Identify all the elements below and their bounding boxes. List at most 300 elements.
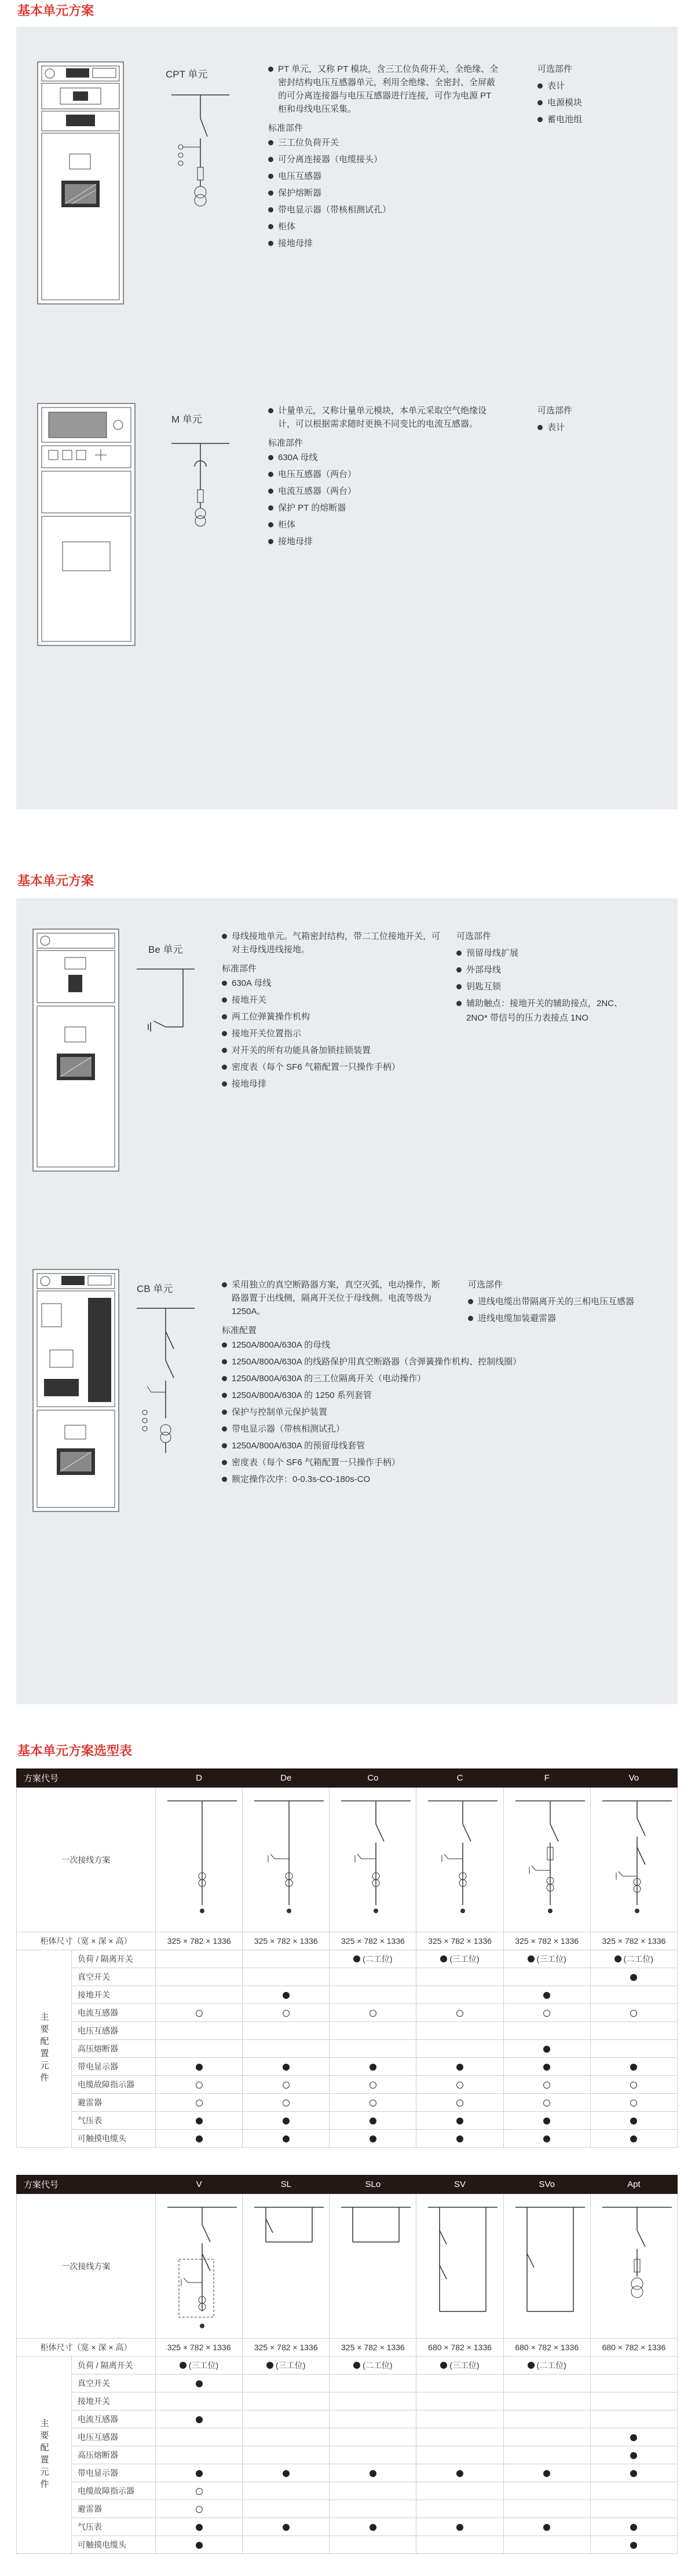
list-item-text: 蓄电池组 — [547, 115, 583, 124]
hollow-dot-icon — [283, 2082, 290, 2089]
table-row — [17, 2518, 678, 2536]
filled-dot-icon — [630, 2118, 637, 2124]
table-cell — [243, 2392, 330, 2410]
table-cell — [590, 2392, 677, 2410]
list-item — [456, 997, 665, 1010]
hollow-dot-icon — [456, 2010, 463, 2017]
table-cell — [156, 2004, 243, 2022]
row-label: 接地开关 — [72, 1986, 156, 2004]
hollow-dot-icon — [370, 2082, 376, 2089]
size-cell: 325 × 782 × 1336 — [156, 2339, 243, 2357]
size-row — [17, 1932, 678, 1950]
filled-dot-icon — [528, 2362, 535, 2369]
table-cell: (二工位) — [330, 1950, 416, 1968]
unit-m-opt-heading: 可选部件 — [537, 406, 573, 416]
table-row — [17, 2058, 678, 2076]
list-item-text: 保护 PT 的熔断器 — [278, 503, 346, 513]
bullet-icon — [268, 241, 273, 246]
list-item — [222, 1044, 442, 1057]
list-item — [222, 1422, 442, 1436]
unit-cb-name: CB 单元 — [137, 1283, 173, 1294]
table-row — [17, 1968, 678, 1986]
table-cell — [590, 2058, 677, 2076]
table-row — [17, 1950, 678, 1968]
filled-dot-icon — [543, 2470, 550, 2477]
table-cell — [416, 2022, 503, 2040]
row-label: 避雷器 — [72, 2094, 156, 2112]
scheme-code: V — [156, 2175, 243, 2194]
table-cell — [156, 2428, 243, 2446]
filled-dot-icon — [370, 2064, 376, 2071]
table-cell — [243, 2375, 330, 2392]
table-cell — [330, 2518, 416, 2536]
table-cell: (三工位) — [156, 2357, 243, 2375]
list-item — [222, 1456, 442, 1469]
unit-cpt-lead: PT 单元，又称 PT 模块，含三工位负荷开关，全绝缘、全密封结构电压互感器单元，利用全绝缘、全密封、全屏蔽的可分离连接器与电压互感器进行连接，可作为电源 PT 柜和母线电压采集。 — [278, 64, 499, 114]
table-cell — [156, 1986, 243, 2004]
table-cell — [243, 2040, 330, 2058]
row-label: 真空开关 — [72, 1968, 156, 1986]
size-label: 柜体尺寸（宽 × 深 × 高） — [17, 1932, 156, 1950]
bullet-icon — [222, 1342, 227, 1348]
list-item — [268, 220, 500, 233]
bullet-icon — [268, 157, 273, 162]
table-cell — [243, 2130, 330, 2148]
table-cell: (三工位) — [503, 1950, 590, 1968]
wiring-diagram-F — [504, 1789, 591, 1928]
bullet-icon — [268, 522, 273, 527]
row-label: 气压表 — [72, 2518, 156, 2536]
bullet-icon — [222, 1410, 227, 1415]
table-cell — [590, 2094, 677, 2112]
list-item-text: 接地开关位置指示 — [232, 1029, 302, 1039]
wiring-cell — [330, 2194, 416, 2339]
table-cell — [416, 2392, 503, 2410]
row-label: 电流互感器 — [72, 2004, 156, 2022]
table-cell — [590, 2464, 677, 2482]
table-cell — [330, 2130, 416, 2148]
scheme-code: SV — [416, 2175, 503, 2194]
list-item — [468, 1312, 665, 1325]
table-row — [17, 2112, 678, 2130]
table-row — [17, 2410, 678, 2428]
table-cell — [416, 2428, 503, 2446]
scheme-code: SVo — [503, 2175, 590, 2194]
bullet-icon — [222, 1031, 227, 1036]
cabinet-cpt-drawing — [37, 61, 124, 304]
filled-dot-icon — [180, 2362, 186, 2369]
table-cell: (二工位) — [330, 2357, 416, 2375]
table-cell — [156, 2058, 243, 2076]
table-cell — [416, 2375, 503, 2392]
table-cell — [330, 2022, 416, 2040]
bullet-icon — [268, 539, 273, 544]
cabinet-be-drawing — [32, 929, 119, 1172]
size-cell: 325 × 782 × 1336 — [416, 1932, 503, 1950]
bullet-icon — [456, 951, 462, 956]
selection-table-1 — [16, 1768, 678, 2148]
bullet-icon — [268, 140, 273, 145]
filled-dot-icon — [630, 2064, 637, 2071]
table-cell — [590, 1986, 677, 2004]
row-label: 避雷器 — [72, 2500, 156, 2518]
list-item — [222, 1355, 522, 1368]
table-cell — [243, 2076, 330, 2094]
table-cell — [416, 2518, 503, 2536]
wiring-cell — [330, 1788, 416, 1932]
unit-m-description — [268, 404, 500, 552]
table-cell — [156, 2022, 243, 2040]
list-item — [537, 96, 653, 109]
table-cell — [590, 2022, 677, 2040]
table-cell — [330, 2094, 416, 2112]
table-cell — [330, 2536, 416, 2554]
filled-dot-icon — [353, 2362, 360, 2369]
size-cell: 325 × 782 × 1336 — [243, 2339, 330, 2357]
list-item — [268, 136, 500, 149]
list-item-text: 带电显示器（带核相测试孔） — [232, 1424, 345, 1434]
hollow-dot-icon — [196, 2100, 203, 2107]
size-cell: 680 × 782 × 1336 — [416, 2339, 503, 2357]
list-item-text: 电压互感器 — [278, 171, 322, 181]
table-cell — [330, 2076, 416, 2094]
table-cell — [416, 2076, 503, 2094]
row-label: 气压表 — [72, 2112, 156, 2130]
table-cell — [243, 2022, 330, 2040]
list-item — [268, 186, 500, 200]
table-row — [17, 2392, 678, 2410]
filled-dot-icon — [196, 2380, 203, 2387]
filled-dot-icon — [543, 1992, 550, 1999]
table-cell — [590, 2004, 677, 2022]
row-label: 高压熔断器 — [72, 2446, 156, 2464]
filled-dot-icon — [283, 2064, 290, 2071]
size-cell: 325 × 782 × 1336 — [330, 2339, 416, 2357]
table-cell — [590, 2482, 677, 2500]
table-cell — [590, 2410, 677, 2428]
row-label: 带电显示器 — [72, 2464, 156, 2482]
bullet-icon — [268, 224, 273, 229]
list-item — [222, 1338, 442, 1352]
wiring-diagram-D — [156, 1789, 243, 1928]
table-cell — [416, 2058, 503, 2076]
wiring-diagram-Co — [330, 1789, 416, 1928]
list-item — [222, 1077, 442, 1091]
table-cell — [156, 2392, 243, 2410]
size-cell: 325 × 782 × 1336 — [243, 1932, 330, 1950]
bullet-icon — [222, 1014, 227, 1019]
filled-dot-icon — [196, 2064, 203, 2071]
wiring-cell — [416, 1788, 503, 1932]
hollow-dot-icon — [456, 2082, 463, 2089]
header-label: 方案代号 — [17, 2175, 156, 2194]
table-cell — [156, 2130, 243, 2148]
table-cell — [590, 2500, 677, 2518]
wiring-cell — [156, 1788, 243, 1932]
table-cell — [503, 2058, 590, 2076]
list-item-text: 进线电缆加装避雷器 — [478, 1313, 557, 1323]
bullet-icon — [268, 67, 273, 72]
bullet-icon — [268, 455, 273, 460]
scheme-code: Vo — [590, 1769, 677, 1788]
wiring-diagram-SVo — [504, 2196, 591, 2335]
filled-dot-icon — [370, 2118, 376, 2124]
list-item-text: 630A 母线 — [232, 978, 272, 988]
list-item-text: 1250A/800A/630A 的预留母线套管 — [232, 1441, 365, 1451]
table-cell: (二工位) — [503, 2357, 590, 2375]
filled-dot-icon — [543, 2118, 550, 2124]
list-item — [468, 1295, 665, 1308]
table-cell — [590, 2536, 677, 2554]
unit-cb-lead: 采用独立的真空断路器方案，真空灭弧，电动操作，断路器置于出线侧，隔离开关位于母线侧。电流等级为 1250A。 — [232, 1280, 441, 1316]
row-label: 带电显示器 — [72, 2058, 156, 2076]
filled-dot-icon — [283, 2470, 290, 2477]
list-item-text: 钥匙互锁 — [466, 982, 502, 992]
list-item — [222, 1027, 442, 1040]
unit-cpt-name: CPT 单元 — [166, 69, 208, 80]
filled-dot-icon — [630, 2434, 637, 2441]
table-cell — [590, 2130, 677, 2148]
wiring-cell — [416, 2194, 503, 2339]
list-item-text: 两工位弹簧操作机构 — [232, 1012, 310, 1022]
size-cell: 325 × 782 × 1336 — [590, 1932, 677, 1950]
table-cell — [503, 2112, 590, 2130]
table-cell — [243, 1950, 330, 1968]
hollow-dot-icon — [630, 2082, 637, 2089]
table-row — [17, 2357, 678, 2375]
bullet-icon — [222, 981, 227, 986]
table-cell — [503, 2375, 590, 2392]
table-cell — [416, 2112, 503, 2130]
table-row — [17, 2482, 678, 2500]
unit-cb-optional — [468, 1278, 665, 1329]
unit-cpt-optional — [537, 63, 653, 130]
table-cell — [503, 2004, 590, 2022]
bullet-icon — [456, 984, 462, 989]
list-item-text: 密度表（每个 SF6 气箱配置一只操作手柄） — [232, 1458, 400, 1467]
table-row — [17, 2464, 678, 2482]
table-cell — [590, 1968, 677, 1986]
table-cell — [243, 2410, 330, 2428]
list-item-text: 表计 — [547, 81, 565, 91]
bullet-icon — [222, 1048, 227, 1053]
list-item — [222, 1473, 442, 1486]
unit-be-name: Be 单元 — [148, 944, 183, 955]
row-label: 电流互感器 — [72, 2410, 156, 2428]
table-cell — [156, 2094, 243, 2112]
table-cell — [416, 2410, 503, 2428]
filled-dot-icon — [630, 2452, 637, 2459]
table-cell — [156, 2482, 243, 2500]
filled-dot-icon — [543, 2135, 550, 2142]
filled-dot-icon — [353, 1955, 360, 1962]
table-row — [17, 2004, 678, 2022]
table-row — [17, 2428, 678, 2446]
table-cell — [330, 2428, 416, 2446]
table-cell — [503, 2446, 590, 2464]
list-item-text: 额定操作次序：0-0.3s-CO-180s-CO — [232, 1474, 371, 1484]
list-item — [268, 501, 500, 515]
table-cell — [503, 2130, 590, 2148]
selection-table-2 — [16, 2175, 678, 2554]
table-cell — [330, 2375, 416, 2392]
table-cell — [416, 1986, 503, 2004]
list-item-text: 1250A/800A/630A 的线路保护用真空断路器（含弹簧操作机构、控制线圈） — [232, 1357, 522, 1367]
list-item — [268, 518, 500, 531]
list-item — [456, 946, 665, 960]
row-label: 负荷 / 隔离开关 — [72, 2357, 156, 2375]
wiring-cell — [243, 1788, 330, 1932]
list-item — [222, 1061, 442, 1074]
filled-dot-icon — [543, 2046, 550, 2053]
scheme-code: F — [503, 1769, 590, 1788]
bullet-icon — [222, 1426, 227, 1432]
unit-be-optional — [456, 930, 665, 1025]
row-label: 电缆故障指示器 — [72, 2482, 156, 2500]
table-cell — [416, 2482, 503, 2500]
table-cell — [156, 1968, 243, 1986]
group-label: 主要配置元件 — [17, 1950, 72, 2148]
table-cell — [503, 1968, 590, 1986]
size-label: 柜体尺寸（宽 × 深 × 高） — [17, 2339, 156, 2357]
wiring-cell — [590, 2194, 677, 2339]
wiring-cell — [503, 2194, 590, 2339]
wiring-diagram-SV — [416, 2196, 503, 2335]
filled-dot-icon — [370, 2470, 376, 2477]
hollow-dot-icon — [196, 2506, 203, 2513]
table-cell — [416, 2464, 503, 2482]
list-item — [456, 963, 665, 977]
table-cell — [156, 2112, 243, 2130]
cpt-wiring-diagram — [166, 83, 235, 211]
table-row — [17, 2500, 678, 2518]
table-cell — [503, 2410, 590, 2428]
list-item — [222, 1439, 442, 1452]
list-item-text: 保护熔断器 — [278, 188, 322, 198]
bullet-icon — [537, 100, 543, 105]
be-wiring-diagram — [131, 957, 200, 1050]
list-item — [222, 1389, 442, 1402]
table-header-row — [17, 2175, 678, 2194]
list-item-text: 三工位负荷开关 — [278, 138, 339, 148]
row-label: 真空开关 — [72, 2375, 156, 2392]
list-item — [537, 79, 653, 93]
size-cell: 680 × 782 × 1336 — [590, 2339, 677, 2357]
table-cell — [243, 2112, 330, 2130]
filled-dot-icon — [283, 2135, 290, 2142]
unit-m-lead: 计量单元，又称计量单元模块，本单元采取空气绝缘设计，可以根据需求随时更换不同变比的电流互感器。 — [278, 406, 487, 429]
wiring-label: 一次接线方案 — [17, 1788, 156, 1932]
table-cell — [330, 2392, 416, 2410]
table-cell — [330, 2410, 416, 2428]
table-cell — [590, 2518, 677, 2536]
table-cell — [590, 2446, 677, 2464]
bullet-icon — [268, 408, 273, 413]
table-cell — [503, 2094, 590, 2112]
table-cell — [243, 2428, 330, 2446]
table-cell — [243, 2058, 330, 2076]
table-cell — [330, 1968, 416, 1986]
table-cell — [156, 2040, 243, 2058]
list-item-text: 接地母排 — [278, 238, 313, 248]
filled-dot-icon — [456, 2524, 463, 2531]
hollow-dot-icon — [196, 2082, 203, 2089]
table-row — [17, 2040, 678, 2058]
table-cell — [243, 2094, 330, 2112]
bullet-icon — [468, 1299, 473, 1304]
table-row — [17, 2130, 678, 2148]
cabinet-m-drawing — [37, 403, 136, 646]
bullet-icon — [222, 1477, 227, 1482]
table-cell — [243, 2446, 330, 2464]
scheme-code: D — [156, 1769, 243, 1788]
bullet-icon — [222, 1282, 227, 1287]
wiring-diagram-SL — [243, 2196, 330, 2335]
unit-m-std-heading: 标准部件 — [268, 438, 303, 448]
section-2-title: 基本单元方案 — [17, 874, 94, 888]
table-cell — [156, 2375, 243, 2392]
list-item-text: 电流互感器（两台） — [278, 486, 357, 496]
table-cell — [416, 2500, 503, 2518]
table-cell — [330, 2464, 416, 2482]
list-item-text: 接地开关 — [232, 995, 267, 1005]
list-item-text: 辅助触点：接地开关的辅助接点，2NC、 — [466, 999, 623, 1008]
table-row — [17, 2076, 678, 2094]
bullet-icon — [222, 997, 227, 1003]
bullet-icon — [537, 425, 543, 430]
table-cell — [503, 1986, 590, 2004]
hollow-dot-icon — [196, 2010, 203, 2017]
list-item-text: 电压互感器（两台） — [278, 469, 357, 479]
list-item — [222, 1010, 442, 1023]
table-cell — [590, 2375, 677, 2392]
unit-cb-opt-heading: 可选部件 — [468, 1280, 503, 1290]
unit-be-lead: 母线接地单元。气箱密封结构，带二工位接地开关，可对主母线进线接地。 — [232, 931, 441, 955]
filled-dot-icon — [196, 2416, 203, 2423]
table-cell — [503, 2500, 590, 2518]
table-cell — [330, 2446, 416, 2464]
list-item-text: 柜体 — [278, 520, 296, 530]
table-cell — [503, 2022, 590, 2040]
table-cell — [590, 2357, 677, 2375]
filled-dot-icon — [528, 1955, 535, 1962]
table-cell — [503, 2076, 590, 2094]
table-cell — [243, 2004, 330, 2022]
filled-dot-icon — [370, 2524, 376, 2531]
hollow-dot-icon — [630, 2010, 637, 2017]
wiring-cell — [503, 1788, 590, 1932]
filled-dot-icon — [283, 2118, 290, 2124]
table-cell: (三工位) — [243, 2357, 330, 2375]
wiring-diagram-De — [243, 1789, 330, 1928]
list-item — [268, 237, 500, 250]
wiring-row — [17, 1788, 678, 1932]
wiring-diagram-Apt — [591, 2196, 678, 2335]
list-item — [222, 1372, 442, 1385]
bullet-icon — [456, 1001, 462, 1006]
list-item-text: 可分离连接器（电缆接头） — [278, 155, 383, 164]
table-cell — [156, 2464, 243, 2482]
bullet-icon — [222, 1376, 227, 1381]
list-item — [222, 977, 442, 990]
table-cell: (三工位) — [416, 2357, 503, 2375]
list-item-text: 1250A/800A/630A 的 1250 系列套管 — [232, 1390, 372, 1400]
unit-cpt-opt-heading: 可选部件 — [537, 64, 573, 74]
list-item-text: 1250A/800A/630A 的三工位隔离开关（电动操作） — [232, 1374, 426, 1384]
list-item-text: 接地母排 — [232, 1079, 267, 1089]
table-cell — [243, 1986, 330, 2004]
wiring-diagram-SLo — [330, 2196, 416, 2335]
